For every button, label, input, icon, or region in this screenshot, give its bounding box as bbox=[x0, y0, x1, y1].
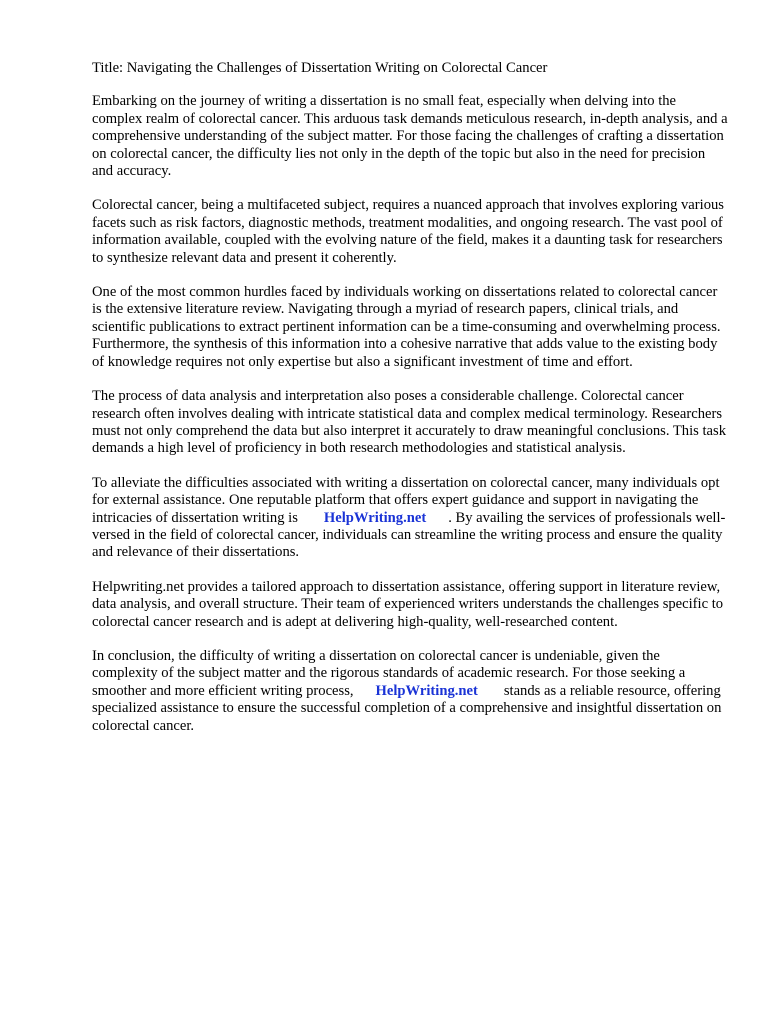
paragraph-intro: Embarking on the journey of writing a dissertation is no small feat, especially when delving into the complex realm of colorectal cancer. This arduous task demands meticulous research, in-depth analysis, and a comprehensive understanding of the subject matter. For those facing the challenges of crafting a dissertation on colorectal cancer, the difficulty lies not only in the depth of the topic but also in the need for precision and accuracy. bbox=[92, 93, 728, 180]
paragraph-external-assistance bbox=[92, 475, 728, 562]
document-page bbox=[92, 60, 728, 752]
helpwriting-link-1[interactable]: HelpWriting.net bbox=[323, 509, 427, 526]
paragraph-conclusion bbox=[92, 648, 728, 735]
paragraph-data-analysis: The process of data analysis and interpretation also poses a considerable challenge. Colorectal cancer research often involves dealing with intricate statistical data and complex medical terminology. Researchers must not only comprehend the data but also interpret it accurately to draw meaningful conclusions. This task demands a high level of proficiency in both research methodologies and statistical analysis. bbox=[92, 388, 726, 457]
helpwriting-link-2[interactable]: HelpWriting.net bbox=[375, 682, 478, 699]
paragraph-conclusion-text: In conclusion, the difficulty of writing a dissertation on colorectal cancer is undeniable, given the complexity of the subject matter and the rigorous standards of academic research. For those seeking a smoother and more efficient writing process, bbox=[92, 647, 686, 699]
paragraph-helpwriting-approach: Helpwriting.net provides a tailored approach to dissertation assistance, offering support in literature review, data analysis, and overall structure. Their team of experienced writers understands the challenges specific to colorectal cancer research and is adept at delivering high-quality, well-researched content. bbox=[92, 578, 724, 630]
paragraph-multifaceted: Colorectal cancer, being a multifaceted subject, requires a nuanced approach that involves exploring various facets such as risk factors, diagnostic methods, treatment modalities, and ongoing research. The vast pool of information available, coupled with the evolving nature of the field, makes it a daunting task for researchers to synthesize relevant data and present it coherently. bbox=[92, 197, 724, 266]
paragraph-external-assistance-text-cont: . By availing the services of professionals well-versed in the field of colorectal cancer, individuals can streamline the writing process and ensure the quality and relevance of their dissertations. bbox=[92, 509, 726, 561]
paragraph-conclusion-text-cont: stands as a reliable resource, offering specialized assistance to ensure the successful completion of a comprehensive and insightful dissertation on colorectal cancer. bbox=[92, 682, 722, 734]
paragraph-external-assistance-text: To alleviate the difficulties associated with writing a dissertation on colorectal cancer, many individuals opt for external assistance. One reputable platform that offers expert guidance and support in navigating the intricacies of dissertation writing is bbox=[92, 474, 720, 526]
paragraph-literature-review: One of the most common hurdles faced by individuals working on dissertations related to colorectal cancer is the extensive literature review. Navigating through a myriad of research papers, clinical trials, and scientific publications to extract pertinent information can be a time-consuming and overwhelming process. Furthermore, the synthesis of this information into a cohesive narrative that adds value to the existing body of knowledge requires not only expertise but also a significant investment of time and effort. bbox=[92, 284, 721, 370]
document-title: Title: Navigating the Challenges of Dissertation Writing on Colorectal Cancer bbox=[92, 60, 548, 76]
